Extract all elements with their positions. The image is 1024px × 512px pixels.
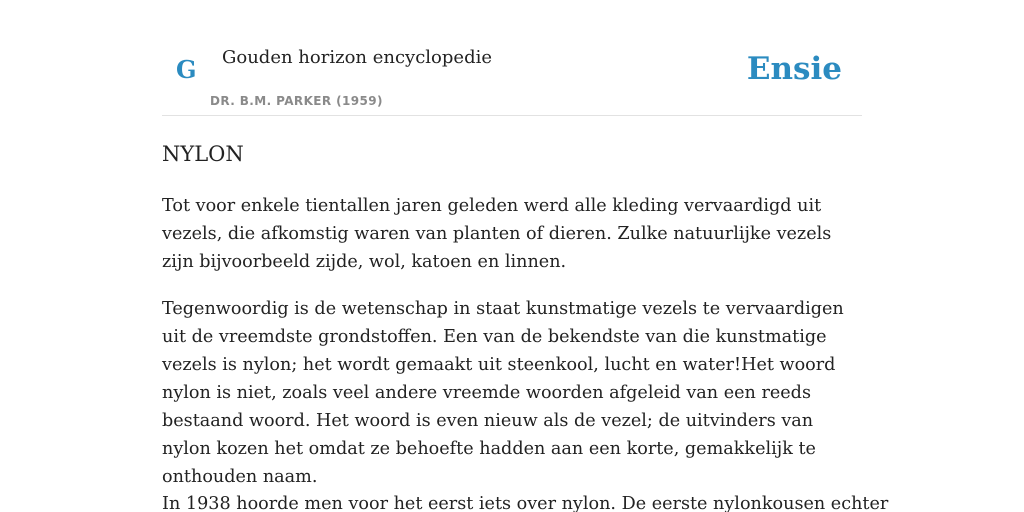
book-author: DR. B.M. PARKER (1959) — [210, 94, 383, 108]
entry-paragraph-1: Tot voor enkele tientallen jaren geleden werd alle kleding vervaardigd uit vezels, die afkomstig waren van planten of dieren. Zulke natuurlijke vezels zijn bijvoorbeeld zijde, wol, katoen en linnen. — [162, 196, 832, 272]
ensie-logo[interactable]: Ensie — [746, 51, 842, 87]
entry-paragraph-2: Tegenwoordig is de wetenschap in staat kunstmatige vezels te vervaardigen uit de vreemdste grondstoffen. Een van de bekendste van die kunstmatige vezels is nylon; het wordt gemaakt uit steenkool, lucht en water!Het woord nylon is niet, zoals veel andere vreemde woorden afgeleid van een reeds bestaand woord. Het woord is even nieuw als de vezel; de uitvinders van nylon kozen het omdat ze behoefte hadden aan een korte, gemakkelijk te onthouden naam. — [162, 299, 844, 487]
entry-title: NYLON — [162, 142, 244, 166]
book-letter-logo[interactable]: G — [176, 55, 197, 84]
book-header — [162, 0, 862, 116]
entry-paragraph-3: In 1938 hoorde men voor het eerst iets over nylon. De eerste nylonkousen echter — [162, 494, 889, 512]
book-title-link[interactable]: Gouden horizon encyclopedie — [222, 47, 492, 68]
article-page — [162, 0, 889, 512]
